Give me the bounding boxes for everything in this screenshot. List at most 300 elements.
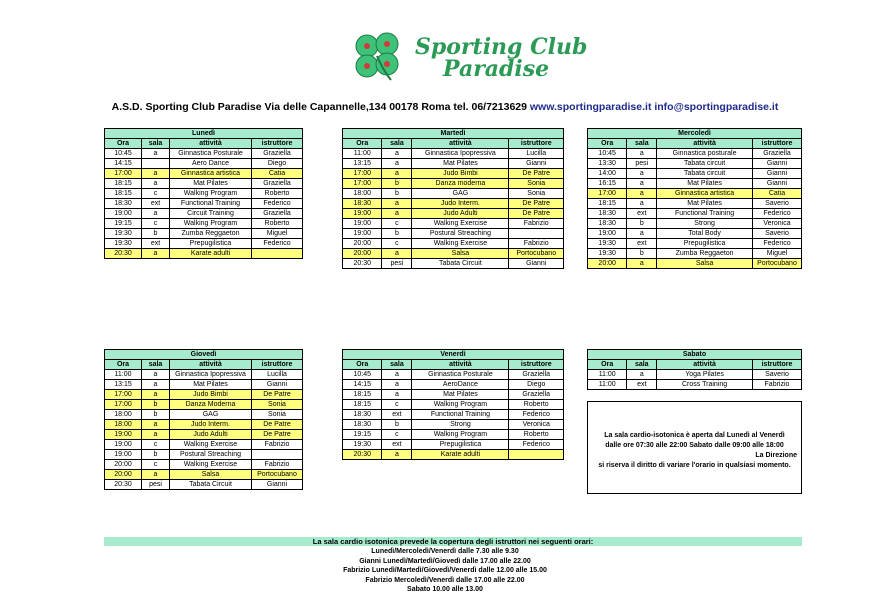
table-row [588,169,802,179]
time-cell: 19:00 [343,209,382,219]
time-cell: 19:00 [105,430,142,440]
activity-cell: Judo Interm. [170,420,252,430]
table-row [588,239,802,249]
activity-cell: Walking Program [170,219,252,229]
instructor-cell: Diego [252,159,303,169]
instructor-cell: Fabrizio [252,440,303,450]
room-cell: pesi [142,480,170,490]
room-cell: a [142,209,170,219]
activity-cell: Postural Streaching [412,229,509,239]
day-header-row [105,350,303,360]
activity-cell: Ginnastica artistica [657,189,753,199]
table-row [343,400,564,410]
activity-cell: Mat Pilates [412,159,509,169]
activity-cell: Zumba Reggaeton [170,229,252,239]
instructor-cell: De Patre [252,420,303,430]
time-cell: 18:00 [105,410,142,420]
activity-cell: Mat Pilates [657,199,753,209]
instructor-cell: Gianni [753,159,802,169]
time-cell: 17:00 [105,390,142,400]
activity-cell: Mat Pilates [170,380,252,390]
opening-hours-notice [587,401,802,494]
day-header-row [343,129,564,139]
instructor-cell: Federico [509,440,564,450]
instructor-cell: Saverio [753,229,802,239]
table-row [105,430,303,440]
instructor-cell: De Patre [509,209,564,219]
instructor-cell: De Patre [252,390,303,400]
column-header: attività [170,139,252,149]
schedule-monday [104,128,303,259]
room-cell: a [627,199,657,209]
brand-line-2: Paradise [443,56,550,82]
time-cell: 11:00 [588,380,627,390]
time-cell: 13:15 [105,380,142,390]
table-row [343,380,564,390]
time-cell: 19:00 [105,440,142,450]
table-row [588,189,802,199]
table-row [588,209,802,219]
room-cell: a [142,430,170,440]
activity-cell: Karate adulti [170,249,252,259]
room-cell: c [382,219,412,229]
instructor-cell: Federico [252,199,303,209]
room-cell: pesi [627,159,657,169]
column-header: Ora [588,360,627,370]
schedule-thursday [104,349,303,490]
time-cell: 10:45 [105,149,142,159]
table-row [343,420,564,430]
time-cell: 18:15 [105,189,142,199]
time-cell: 18:30 [105,199,142,209]
room-cell: b [382,420,412,430]
table-row [105,380,303,390]
instructor-cell: Roberto [252,189,303,199]
column-header: istruttore [509,360,564,370]
time-cell: 20:00 [105,460,142,470]
column-header: istruttore [753,139,802,149]
room-cell: a [627,189,657,199]
activity-cell: Zumba Reggaeton [657,249,753,259]
club-logo [347,30,588,82]
room-cell: b [382,229,412,239]
instructor-cell: Graziella [753,149,802,159]
instructor-cell: Federico [252,239,303,249]
time-cell: 18:15 [343,390,382,400]
time-cell: 18:00 [105,420,142,430]
time-cell: 13:15 [343,159,382,169]
instructor-cell: Roberto [509,430,564,440]
room-cell: a [142,380,170,390]
instructor-cell: Miguel [252,229,303,239]
activity-cell: Tabata circuit [657,159,753,169]
table-row [343,390,564,400]
room-cell: a [627,179,657,189]
instructor-cell: Graziella [509,390,564,400]
room-cell: a [627,370,657,380]
instructor-cell: Graziella [252,209,303,219]
instructor-cell: Sonia [509,189,564,199]
activity-cell: Ginnastica Ipopressiva [412,149,509,159]
instructor-cell: Sonia [509,179,564,189]
time-cell: 18:30 [343,410,382,420]
table-row [105,440,303,450]
activity-cell: Prepugilistica [657,239,753,249]
table-row [343,209,564,219]
room-cell: ext [142,199,170,209]
time-cell: 20:30 [343,450,382,460]
time-cell: 19:30 [343,440,382,450]
instructor-cell: De Patre [509,199,564,209]
schedule-tuesday [342,128,564,269]
table-row [343,169,564,179]
column-header: sala [627,139,657,149]
activity-cell: Judo Adulti [170,430,252,440]
table-row [105,229,303,239]
table-row [343,199,564,209]
activity-cell: Prepugilistica [412,440,509,450]
table-row [105,219,303,229]
activity-cell: GAG [170,410,252,420]
address-line [0,101,890,113]
time-cell: 18:30 [343,199,382,209]
time-cell: 20:30 [105,249,142,259]
activity-cell: Karate adulti [412,450,509,460]
activity-cell: Walking Program [412,400,509,410]
room-cell: c [142,460,170,470]
table-row [343,410,564,420]
room-cell: a [382,450,412,460]
column-header: Ora [588,139,627,149]
table-row [588,229,802,239]
instructor-cell: Gianni [753,169,802,179]
cardio-hours-line: Gianni Lunedì/Martedì/Giovedì dalle 17.00 alle 22.00 [359,558,531,565]
table-row [105,179,303,189]
instructor-cell: Saverio [753,199,802,209]
table-row [105,209,303,219]
column-header: Ora [343,360,382,370]
day-name: Lunedì [105,129,303,139]
time-cell: 19:00 [105,450,142,460]
column-header: Ora [105,139,142,149]
column-header: attività [657,139,753,149]
table-row [588,259,802,269]
instructor-cell: Sonia [252,410,303,420]
instructor-cell: Fabrizio [252,460,303,470]
room-cell [142,159,170,169]
time-cell: 10:45 [588,149,627,159]
room-cell: c [382,400,412,410]
instructor-cell: De Patre [509,169,564,179]
time-cell: 19:00 [588,229,627,239]
column-header-row [343,139,564,149]
table-row [105,450,303,460]
room-cell: c [142,219,170,229]
activity-cell: Functional Training [657,209,753,219]
time-cell: 20:00 [105,470,142,480]
activity-cell: Danza moderna [412,179,509,189]
activity-cell: Ginnastica Posturale [412,370,509,380]
room-cell: b [142,229,170,239]
activity-cell: Salsa [657,259,753,269]
notice-line-1: La sala cardio-isotonica è aperta dal Lunedì al Venerdì [604,432,785,439]
room-cell: a [382,390,412,400]
table-row [105,169,303,179]
column-header-row [588,360,802,370]
activity-cell: Mat Pilates [170,179,252,189]
column-header-row [105,360,303,370]
activity-cell: Ginnastica Ipopressiva [170,370,252,380]
table-row [588,159,802,169]
table-row [343,229,564,239]
table-row [105,149,303,159]
time-cell: 18:00 [343,189,382,199]
activity-cell: Aero Dance [170,159,252,169]
cardio-hours-line: Fabrizio Lunedì/Martedì/Giovedì/Venerdì dalle 12.00 alle 15.00 [343,567,547,574]
time-cell: 13:30 [588,159,627,169]
cardio-hours-line: Sabato 10.00 alle 13.00 [407,586,483,593]
instructor-cell: Miguel [753,249,802,259]
instructor-cell: Fabrizio [509,239,564,249]
instructor-cell: Graziella [252,149,303,159]
activity-cell: Ginnastica Posturale [170,149,252,159]
column-header: sala [627,360,657,370]
column-header-row [343,360,564,370]
day-header-row [588,129,802,139]
room-cell: a [627,169,657,179]
room-cell: a [627,259,657,269]
instructor-cell: Fabrizio [752,380,801,390]
activity-cell: Ginnastica posturale [657,149,753,159]
column-header: attività [170,360,252,370]
table-row [105,189,303,199]
time-cell: 17:00 [343,179,382,189]
time-cell: 18:30 [588,219,627,229]
time-cell: 11:00 [105,370,142,380]
activity-cell: Walking Program [170,189,252,199]
activity-cell: Judo Bimbi [170,390,252,400]
table-row [105,239,303,249]
table-row [343,249,564,259]
table-row [343,179,564,189]
activity-cell: Walking Program [412,430,509,440]
day-name: Martedì [343,129,564,139]
room-cell: b [627,249,657,259]
address-text: A.S.D. Sporting Club Paradise Via delle Capannelle,134 00178 Roma tel. 06/7213629 [111,101,530,113]
instructor-cell: Federico [753,239,802,249]
day-name: Venerdì [343,350,564,360]
instructor-cell: Portocubano [252,470,303,480]
table-row [105,159,303,169]
instructor-cell: Diego [509,380,564,390]
activity-cell: AeroDance [412,380,509,390]
room-cell: c [382,239,412,249]
website-email[interactable]: www.sportingparadise.it info@sportingparadise.it [529,101,779,113]
notice-line-4: si riserva il diritto di variare l'orario in qualsiasi momento. [598,462,791,469]
activity-cell: Circuit Training [170,209,252,219]
activity-cell: Postural Streaching [170,450,252,460]
activity-cell: Cross Training [657,380,753,390]
room-cell: a [382,149,412,159]
day-name: Giovedì [105,350,303,360]
schedule-wednesday [587,128,802,269]
instructor-cell: Gianni [252,480,303,490]
day-name: Mercoledì [588,129,802,139]
time-cell: 18:30 [343,420,382,430]
column-header: istruttore [509,139,564,149]
instructor-cell: Roberto [252,219,303,229]
table-row [105,460,303,470]
table-row [105,470,303,480]
room-cell: a [142,179,170,189]
time-cell: 11:00 [343,149,382,159]
activity-cell: Strong [412,420,509,430]
room-cell: a [142,249,170,259]
time-cell: 20:00 [343,249,382,259]
time-cell: 20:00 [588,259,627,269]
table-row [343,259,564,269]
notice-line-3: La Direzione [755,452,797,459]
instructor-cell: Graziella [509,370,564,380]
cardio-hours-line: Fabrizio Mercoledì/Venerdì dalle 17.00 alle 22.00 [365,577,525,584]
activity-cell: Prepugilistica [170,239,252,249]
column-header-row [105,139,303,149]
activity-cell: Judo Adulti [412,209,509,219]
activity-cell: Tabata Circuit [412,259,509,269]
activity-cell: Yoga Pilates [657,370,753,380]
room-cell: b [627,219,657,229]
table-row [343,239,564,249]
room-cell: pesi [382,259,412,269]
time-cell: 17:00 [105,169,142,179]
room-cell: a [142,169,170,179]
day-name: Sabato [588,350,802,360]
time-cell: 19:30 [105,239,142,249]
instructor-cell: Gianni [509,159,564,169]
time-cell: 18:15 [105,179,142,189]
room-cell: ext [627,209,657,219]
schedule-saturday [587,349,802,390]
activity-cell: Functional Training [412,410,509,420]
instructor-cell [509,450,564,460]
time-cell: 18:30 [588,209,627,219]
column-header: sala [142,139,170,149]
activity-cell: Strong [657,219,753,229]
activity-cell: Total Body [657,229,753,239]
time-cell: 19:15 [343,430,382,440]
activity-cell: Functional Training [170,199,252,209]
table-row [105,249,303,259]
instructor-cell: Fabrizio [509,219,564,229]
activity-cell: Walking Exercise [170,440,252,450]
room-cell: a [382,159,412,169]
table-row [343,219,564,229]
time-cell: 14:15 [105,159,142,169]
room-cell: a [382,380,412,390]
time-cell: 10:45 [343,370,382,380]
column-header: attività [412,139,509,149]
table-row [105,410,303,420]
room-cell: a [142,149,170,159]
instructor-cell: Veronica [509,420,564,430]
time-cell: 20:30 [343,259,382,269]
room-cell: a [627,229,657,239]
room-cell: b [142,410,170,420]
time-cell: 19:00 [105,209,142,219]
room-cell: a [382,249,412,259]
room-cell: a [627,149,657,159]
activity-cell: GAG [412,189,509,199]
room-cell: a [142,390,170,400]
room-cell: b [382,179,412,189]
instructor-cell: Gianni [753,179,802,189]
room-cell: a [382,199,412,209]
instructor-cell: Sonia [252,400,303,410]
instructor-cell: Catia [753,189,802,199]
instructor-cell: Roberto [509,400,564,410]
table-row [343,370,564,380]
table-row [105,390,303,400]
time-cell: 11:00 [588,370,627,380]
instructor-cell: Veronica [753,219,802,229]
column-header: Ora [343,139,382,149]
column-header: attività [412,360,509,370]
time-cell: 18:15 [588,199,627,209]
cardio-hours-line: Lunedì/Mercoledì/Venerdì dalle 7.30 alle 9.30 [371,548,519,555]
table-row [588,249,802,259]
room-cell: b [142,400,170,410]
table-row [105,199,303,209]
room-cell: c [142,189,170,199]
column-header: sala [382,139,412,149]
room-cell: a [142,470,170,480]
table-row [588,149,802,159]
time-cell: 19:00 [343,229,382,239]
notice-line-2: dalle ore 07:30 alle 22:00 Sabato dalle 09:00 alle 18:00 [605,442,784,449]
room-cell: a [382,169,412,179]
instructor-cell: Federico [753,209,802,219]
room-cell: a [142,370,170,380]
table-row [588,380,802,390]
instructor-cell: Portocubano [753,259,802,269]
room-cell: a [382,370,412,380]
activity-cell: Tabata circuit [657,169,753,179]
table-row [105,480,303,490]
instructor-cell: Saverio [752,370,801,380]
time-cell: 19:30 [588,249,627,259]
time-cell: 19:15 [105,219,142,229]
table-row [588,179,802,189]
instructor-cell: Catia [252,169,303,179]
table-row [588,219,802,229]
activity-cell: Salsa [412,249,509,259]
column-header: attività [657,360,753,370]
room-cell: c [382,430,412,440]
activity-cell: Salsa [170,470,252,480]
table-row [343,430,564,440]
column-header-row [588,139,802,149]
instructor-cell [252,249,303,259]
day-header-row [588,350,802,360]
activity-cell: Judo Interm. [412,199,509,209]
schedule-friday [342,349,564,460]
room-cell: ext [382,440,412,450]
activity-cell: Danza Moderna [170,400,252,410]
day-header-row [105,129,303,139]
time-cell: 16:15 [588,179,627,189]
activity-cell: Walking Exercise [412,239,509,249]
time-cell: 14:15 [343,380,382,390]
